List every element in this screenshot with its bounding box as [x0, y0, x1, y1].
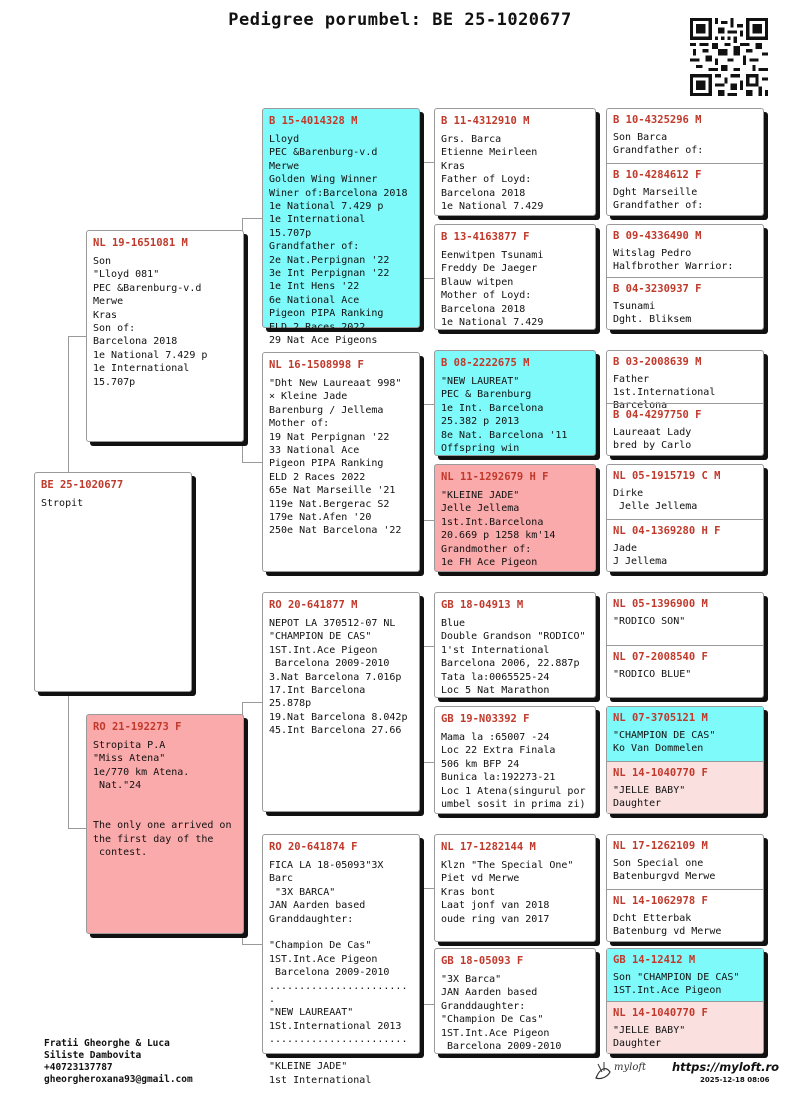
pigeon-notes: "RODICO BLUE"	[613, 669, 692, 680]
pigeon-notes: Dcht Etterbak Batenburg vd Merwe	[613, 913, 722, 937]
ring-number: B 04-4297750 F	[613, 409, 702, 421]
ring-number: B 10-4284612 F	[613, 169, 702, 181]
pigeon-pair-card[interactable]	[606, 464, 764, 572]
pigeon-card-dam-dam[interactable]	[262, 834, 420, 1086]
connector-line	[598, 254, 599, 310]
connector-line	[598, 736, 599, 792]
ring-number: RO 20-641874 F	[269, 841, 358, 853]
connector-line	[68, 336, 86, 337]
pigeon-pair-card[interactable]	[606, 948, 764, 1054]
connector-line	[420, 404, 434, 405]
ring-number: B 08-2222675 M	[441, 357, 530, 369]
ring-number: GB 18-05093 F	[441, 955, 524, 967]
pigeon-notes: Laureaat Lady bred by Carlo	[613, 427, 692, 451]
pigeon-section[interactable]	[607, 1002, 763, 1053]
pigeon-section[interactable]	[607, 109, 763, 163]
qr-code	[690, 16, 768, 98]
pigeon-notes: Jade J Jellema	[613, 543, 668, 567]
pigeon-notes: NEPOT LA 370512-07 NL "CHAMPION DE CAS" 1ST.Int.Ace Pigeon Barcelona 2009-2010 3.Nat Barcelona 7.016p 17.Int Barcelona 25.878p 19.Nat Barcelona 8.042p 45.Int Barcelona 27.66	[269, 618, 408, 737]
pigeon-section[interactable]	[607, 520, 763, 571]
ring-number: B 11-4312910 M	[441, 115, 530, 127]
pigeon-notes: Father 1st.International Barcelona	[613, 374, 716, 411]
pigeon-section[interactable]	[607, 835, 763, 889]
pigeon-section[interactable]	[607, 351, 763, 411]
pigeon-section[interactable]	[607, 593, 763, 645]
connector-line	[242, 944, 262, 945]
connector-line	[420, 520, 434, 521]
ring-number: B 10-4325296 M	[613, 114, 702, 126]
connector-line	[598, 618, 599, 674]
ring-number: B 04-3230937 F	[613, 283, 702, 295]
pigeon-notes: "JELLE BABY" Daughter	[613, 1025, 686, 1049]
pigeon-card-dam-sire[interactable]	[262, 592, 420, 812]
connector-line	[598, 860, 599, 916]
connector-line	[420, 646, 434, 647]
connector-line	[242, 218, 262, 219]
pigeon-notes: "JELLE BABY" Daughter	[613, 785, 686, 809]
pigeon-card-g4[interactable]	[434, 350, 596, 456]
pigeon-pair-card[interactable]	[606, 706, 764, 814]
ring-number: GB 14-12412 M	[613, 954, 696, 966]
breeder-phone: +40723137787	[44, 1062, 113, 1073]
ring-number: NL 05-1396900 M	[613, 598, 708, 610]
pigeon-notes: Son "Lloyd 081" PEC &Barenburg-v.d Merwe Kras Son of: Barcelona 2018 1e National 7.429 p 1e International 15.707p	[93, 256, 208, 388]
connector-line	[68, 828, 86, 829]
ring-number: BE 25-1020677	[41, 479, 124, 491]
connector-line	[420, 278, 434, 279]
ring-number: GB 18-04913 M	[441, 599, 524, 611]
connector-line	[68, 336, 69, 472]
pigeon-card-subject[interactable]	[34, 472, 192, 692]
pigeon-card-sire-sire[interactable]	[262, 108, 420, 347]
pigeon-card-g4[interactable]	[434, 706, 596, 814]
ring-number: B 03-2008639 M	[613, 356, 702, 368]
pigeon-notes: Son Special one Batenburgvd Merwe	[613, 858, 716, 882]
pigeon-section[interactable]	[607, 225, 763, 277]
generated-timestamp: 2025-12-18 08:06	[700, 1076, 770, 1084]
pigeon-card-sire-dam[interactable]	[262, 352, 420, 572]
connector-line	[420, 762, 434, 763]
pigeon-section[interactable]	[607, 949, 763, 1001]
connector-line	[598, 376, 599, 432]
pigeon-notes: Dght Marseille Grandfather of:	[613, 187, 704, 211]
pigeon-notes: Klzn "The Special One" Piet vd Merwe Kras bont Laat jonf van 2018 oude ring van 2017	[441, 860, 574, 925]
breeder-email[interactable]: gheorgheroxana93@gmail.com	[44, 1074, 193, 1085]
ring-number: RO 20-641877 M	[269, 599, 358, 611]
pigeon-section[interactable]	[607, 890, 763, 941]
pigeon-notes: Stropit	[41, 498, 84, 509]
pigeon-pair-card[interactable]	[606, 592, 764, 698]
ring-number: NL 04-1369280 H F	[613, 525, 721, 537]
ring-number: B 09-4336490 M	[613, 230, 702, 242]
ring-number: NL 14-1040770 F	[613, 767, 708, 779]
ring-number: RO 21-192273 F	[93, 721, 182, 733]
pigeon-notes: Lloyd PEC &Barenburg-v.d Merwe Golden Wing Winner Winer of:Barcelona 2018 1e National 7.429 p 1e International 15.707p Grandfather of: 2e Nat.Perpignan '22 3e Int Perpignan '22 1e Int Hens '22 6e National Ace Pigeon PIPA Ranking ELD 2 Races 2022 29 Nat Ace Pigeons	[269, 134, 408, 347]
connector-line	[420, 888, 434, 889]
pigeon-card-g4[interactable]	[434, 592, 596, 698]
ring-number: NL 14-1040770 F	[613, 1007, 708, 1019]
connector-line	[420, 162, 434, 163]
pigeon-notes: Eenwitpen Tsunami Freddy De Jaeger Blauw witpen Mother of Loyd: Barcelona 2018 1e National 7.429	[441, 250, 544, 329]
site-link[interactable]: https://myloft.ro	[672, 1060, 780, 1074]
ring-number: NL 14-1062978 F	[613, 895, 708, 907]
pigeon-notes: "RODICO SON"	[613, 616, 686, 627]
pigeon-card-g4[interactable]	[434, 224, 596, 330]
ring-number: NL 07-2008540 F	[613, 651, 708, 663]
ring-number: NL 16-1508998 F	[269, 359, 364, 371]
ring-number: B 13-4163877 F	[441, 231, 530, 243]
pigeon-notes: Grs. Barca Etienne Meirleen Kras Father of Loyd: Barcelona 2018 1e National 7.429	[441, 134, 544, 213]
pigeon-section[interactable]	[607, 404, 763, 455]
pigeon-card-sire[interactable]	[86, 230, 244, 442]
pigeon-section[interactable]	[607, 164, 763, 215]
pigeon-section[interactable]	[607, 707, 763, 761]
pigeon-section[interactable]	[607, 762, 763, 813]
brand-logo-text: myloft	[614, 1062, 647, 1073]
pigeon-notes: "Dht New Laureaat 998" × Kleine Jade Barenburg / Jellema Mother of: 19 Nat Perpignan '22 33 National Ace Pigeon PIPA Ranking ELD 2 Races 2022 65e Nat Marseille '21 119e Nat.Bergerac S2 179e Nat.Afen '20 250e Nat Barcelona '22	[269, 378, 402, 537]
pigeon-pair-card[interactable]	[606, 834, 764, 942]
breeder-location: Siliste Dambovita	[44, 1050, 142, 1061]
pigeon-notes: "KLEINE JADE" Jelle Jellema 1st.Int.Barcelona 20.669 p 1258 km'14 Grandmother of: 1e FH Ace Pigeon	[441, 490, 556, 569]
page-title: Pedigree porumbel: BE 25-1020677	[228, 10, 572, 30]
pigeon-card-g4[interactable]	[434, 108, 596, 216]
pigeon-notes: Son "CHAMPION DE CAS" 1ST.Int.Ace Pigeon	[613, 972, 740, 996]
breeder-name: Fratii Gheorghe & Luca	[44, 1038, 170, 1049]
pigeon-notes: Stropita P.A "Miss Atena" 1e/770 km Atena. Nat."24 The only one arrived on the first day of the contest.	[93, 740, 232, 859]
connector-line	[598, 494, 599, 550]
ring-number: NL 07-3705121 M	[613, 712, 708, 724]
breeder-contact	[44, 1038, 193, 1086]
connector-line	[242, 702, 262, 703]
pigeon-pair-card[interactable]	[606, 350, 764, 456]
pigeon-section[interactable]	[607, 465, 763, 519]
pigeon-notes: "NEW LAUREAT" PEC & Barenburg 1e Int. Barcelona 25.382 p 2013 8e Nat. Barcelona '11 Offspring win	[441, 376, 568, 455]
connector-line	[242, 462, 262, 463]
pigeon-section[interactable]	[607, 646, 763, 697]
connector-line	[598, 978, 599, 1034]
pigeon-notes: Tsunami Dght. Bliksem	[613, 301, 692, 325]
connector-line	[420, 646, 421, 762]
pigeon-section[interactable]	[607, 278, 763, 329]
pigeon-notes: "CHAMPION DE CAS" Ko Van Dommelen	[613, 730, 716, 754]
ring-number: B 15-4014328 M	[269, 115, 358, 127]
pigeon-notes: Dirke Jelle Jellema	[613, 488, 698, 512]
ring-number: NL 17-1262109 M	[613, 840, 708, 852]
connector-line	[420, 888, 421, 1004]
connector-line	[420, 162, 421, 278]
pigeon-notes: Son Barca Grandfather of:	[613, 132, 704, 156]
pigeon-card-dam[interactable]	[86, 714, 244, 934]
pigeon-pair-card[interactable]	[606, 224, 764, 330]
pigeon-notes: Witslag Pedro Halfbrother Warrior:	[613, 248, 734, 272]
pigeon-card-g4[interactable]	[434, 464, 596, 572]
connector-line	[420, 404, 421, 520]
pigeon-card-g4[interactable]	[434, 834, 596, 942]
ring-number: GB 19-N03392 F	[441, 713, 530, 725]
pigeon-card-g4[interactable]	[434, 948, 596, 1054]
connector-line	[420, 1004, 434, 1005]
pigeon-notes: FICA LA 18-05093"3X Barc "3X BARCA" JAN Aarden based Granddaughter: "Champion De Cas" 1ST.Int.Ace Pigeon Barcelona 2009-2010 ........................ "NEW LAUREAAT" 1St.International 2013 ........................ "KLEINE JADE" 1st International	[269, 860, 408, 1086]
pigeon-notes: Mama la :65007 -24 Loc 22 Extra Finala 506 km BFP 24 Bunica la:192273-21 Loc 1 Atena(singurul por umbel sosit in prima zi)	[441, 732, 586, 811]
ring-number: NL 11-1292679 H F	[441, 471, 549, 483]
pigeon-notes: "3X Barca" JAN Aarden based Granddaughter: "Champion De Cas" 1ST.Int.Ace Pigeon Barcelona 2009-2010	[441, 974, 562, 1053]
ring-number: NL 17-1282144 M	[441, 841, 536, 853]
pigeon-pair-card[interactable]	[606, 108, 764, 216]
pigeon-notes: Blue Double Grandson "RODICO" 1'st International Barcelona 2006, 22.887p Tata la:0065525-24 Loc 5 Nat Marathon	[441, 618, 586, 697]
ring-number: NL 19-1651081 M	[93, 237, 188, 249]
ring-number: NL 05-1915719 C M	[613, 470, 721, 482]
connector-line	[598, 136, 599, 192]
connector-line	[68, 692, 69, 828]
